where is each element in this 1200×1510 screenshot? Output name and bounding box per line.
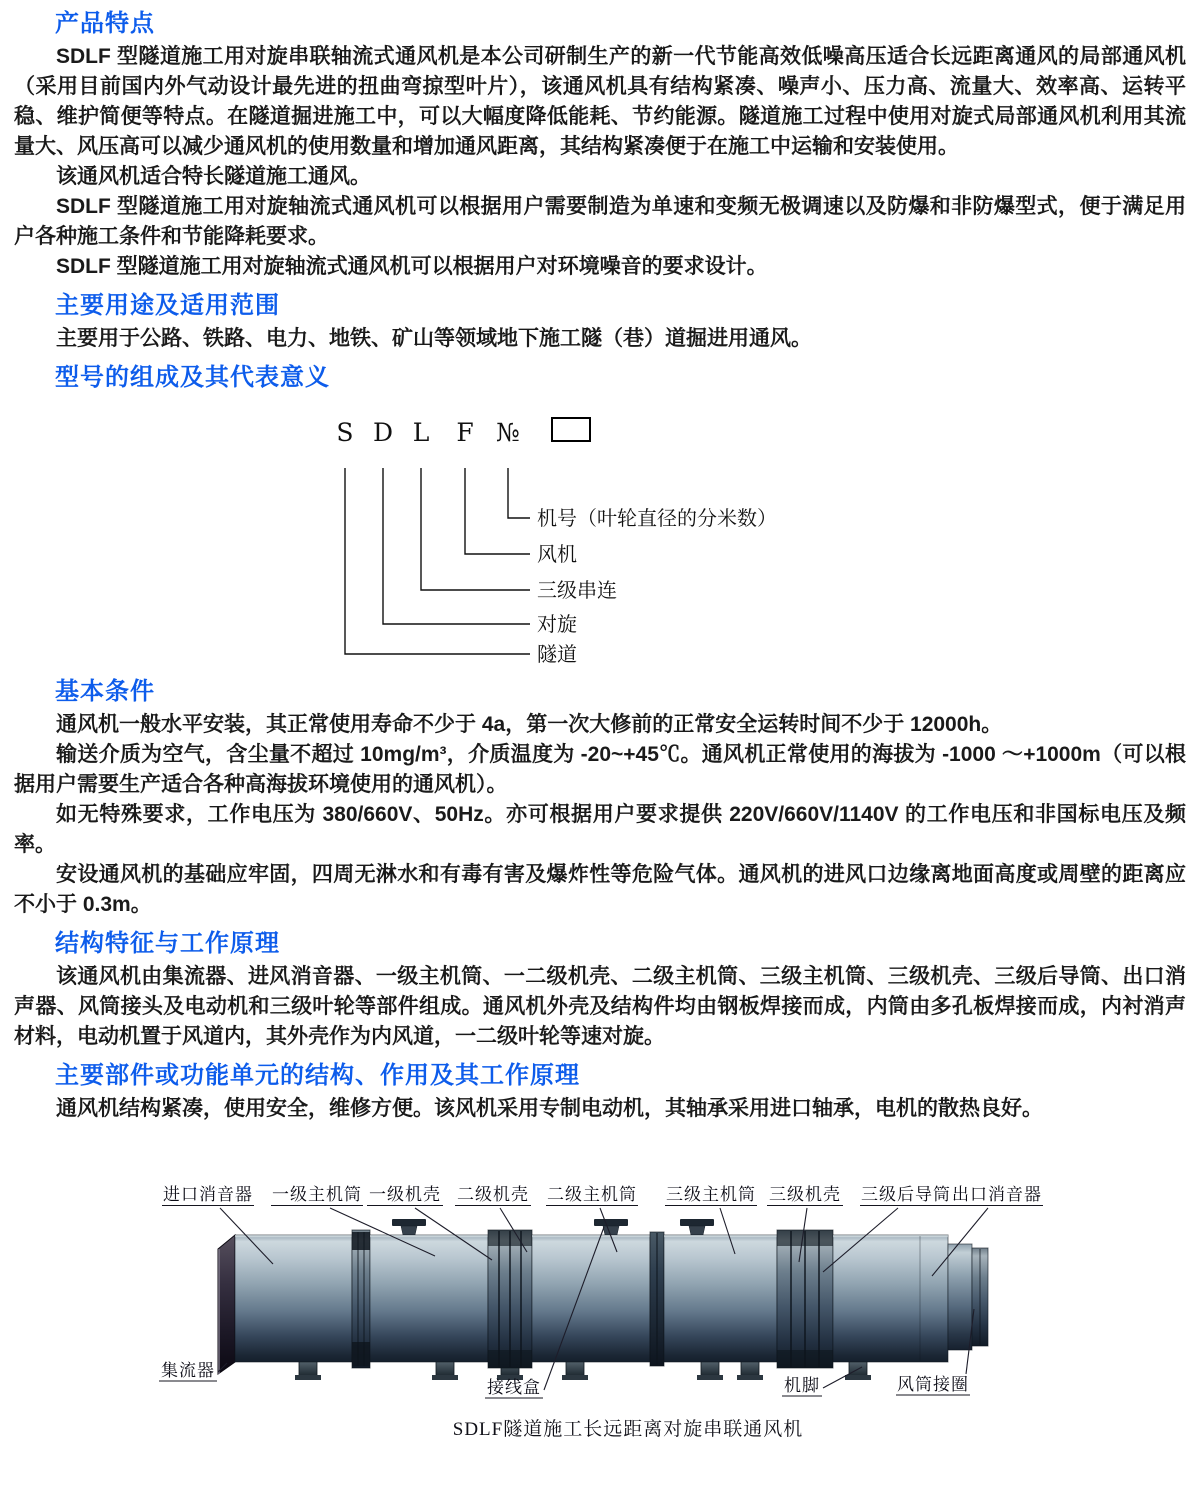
model-label-three-stage-series: 三级串连 — [537, 580, 617, 602]
junction-box — [392, 1219, 426, 1235]
label-stage2-main-barrel: 二级主机筒 — [547, 1185, 637, 1204]
paragraph-features-3: SDLF 型隧道施工用对旋轴流式通风机可以根据用户需要制造为单速和变频无极调速以及防爆和非防爆型式，便于满足用户各种施工条件和节能降耗要求。 — [14, 195, 1186, 248]
paragraph-features-1: SDLF 型隧道施工用对旋串联轴流式通风机是本公司研制生产的新一代节能高效低噪高压适合长远距离通风的局部通风机（采用目前国内外气动设计最先进的扭曲弯掠型叶片），该通风机具有结构紧凑、噪声小、压力高、流量大、效率高、运转平稳、维护简便等特点。在隧道掘进施工中，可以大幅度降低能耗、节约能源。隧道施工过程中使用对旋式局部通风机利用其流量大、风压高可以减少通风机的使用数量和增加通风距离，其结构紧凑便于在施工中运输和安装使用。 — [14, 45, 1186, 158]
paragraph-conditions-4: 安设通风机的基础应牢固，四周无淋水和有毒有害及爆炸性等危险气体。通风机的进风口边缘离地面高度或周壁的距离应不小于 0.3m。 — [14, 863, 1186, 916]
model-label-machine-number: 机号（叶轮直径的分米数） — [537, 508, 777, 530]
section-inlet-silencer — [235, 1235, 352, 1362]
heading-components: 主要部件或功能单元的结构、作用及其工作原理 — [55, 1062, 580, 1089]
label-stage1-casing: 一级机壳 — [369, 1185, 441, 1204]
paragraph-usage: 主要用于公路、铁路、电力、地铁、矿山等领域地下施工隧（巷）道掘进用通风。 — [56, 327, 812, 350]
fan-foot — [845, 1360, 871, 1380]
section-stage2-main — [532, 1235, 650, 1362]
duct-connector-ring — [948, 1244, 972, 1350]
fan-assembly-diagram — [80, 1164, 1120, 1464]
heading-features: 产品特点 — [55, 10, 155, 37]
heading-model: 型号的组成及其代表意义 — [55, 364, 330, 391]
model-letter-d: D — [372, 418, 394, 447]
heading-structure: 结构特征与工作原理 — [55, 930, 280, 957]
ring-stack-b — [488, 1230, 532, 1368]
model-letter-l: L — [412, 418, 430, 447]
fan-diagram-caption: SDLF隧道施工长远距离对旋串联通风机 — [452, 1419, 804, 1440]
fan-foot — [737, 1360, 763, 1380]
label-stage3-casing: 三级机壳 — [769, 1185, 841, 1204]
paragraph-features-4: SDLF 型隧道施工用对旋轴流式通风机可以根据用户对环境噪音的要求设计。 — [56, 255, 768, 278]
section-stage1-main — [370, 1235, 488, 1362]
junction-box — [680, 1219, 714, 1235]
paragraph-features-2: 该通风机适合特长隧道施工通风。 — [56, 165, 371, 188]
fan-foot — [697, 1360, 723, 1380]
fan-body — [218, 1230, 988, 1374]
label-inlet-silencer: 进口消音器 — [163, 1185, 253, 1204]
model-letter-f: F — [456, 418, 474, 447]
section-outlet-silencer — [833, 1235, 948, 1362]
model-label-fan: 风机 — [537, 544, 577, 566]
model-label-tunnel: 隧道 — [537, 644, 577, 666]
paragraph-conditions-1: 通风机一般水平安装，其正常使用寿命不少于 4a，第一次大修前的正常安全运转时间不少于 12000h。 — [56, 713, 1003, 736]
model-letter-no: № — [496, 418, 520, 447]
label-machine-foot: 机脚 — [784, 1376, 820, 1395]
paragraph-components: 通风机结构紧凑，使用安全，维修方便。该风机采用专制电动机，其轴承采用进口轴承，电机的散热良好。 — [56, 1097, 1043, 1120]
label-outlet-silencer: 出口消音器 — [952, 1185, 1042, 1204]
model-number-box — [552, 418, 590, 441]
model-connector-lines — [345, 468, 530, 654]
joint-band — [650, 1232, 664, 1366]
label-stage3-main-barrel: 三级主机筒 — [666, 1185, 756, 1204]
model-letters — [336, 418, 519, 447]
model-labels — [537, 507, 777, 666]
fan-foot — [295, 1360, 321, 1380]
label-stage3-rear-guide: 三级后导筒 — [861, 1185, 951, 1204]
label-stage2-casing: 二级机壳 — [457, 1185, 529, 1204]
section-stage3-main — [664, 1235, 777, 1362]
label-collector: 集流器 — [161, 1361, 215, 1380]
paragraph-conditions-2: 输送介质为空气，含尘量不超过 10mg/m³，介质温度为 -20~+45℃。通风机正常使用的海拔为 -1000 ～+1000m（可以根据用户需要生产适合各种高海拔环境使用的通风机）。 — [14, 743, 1186, 796]
junction-box — [594, 1219, 628, 1235]
model-label-contra-rotating: 对旋 — [537, 614, 577, 636]
paragraph-structure: 该通风机由集流器、进风消音器、一级主机筒、一二级机壳、二级主机筒、三级主机筒、三级机壳、三级后导筒、出口消声器、风筒接头及电动机和三级叶轮等部件组成。通风机外壳及结构件均由钢板焊接而成，内筒由多孔板焊接而成，内衬消声材料，电动机置于风道内，其外壳作为内风道，一二级叶轮等速对旋。 — [14, 965, 1186, 1048]
model-composition-diagram — [300, 396, 900, 668]
fan-top-labels — [162, 1185, 1043, 1206]
inlet-collector-bell — [218, 1235, 235, 1374]
model-letter-s: S — [336, 418, 354, 447]
label-stage1-main-barrel: 一级主机筒 — [272, 1185, 362, 1204]
fan-junction-boxes — [392, 1219, 714, 1235]
ring-stack-c — [777, 1230, 833, 1368]
ring-stack-a — [352, 1230, 370, 1368]
label-junction-box: 接线盒 — [487, 1378, 541, 1397]
label-duct-connector: 风筒接圈 — [897, 1375, 969, 1394]
heading-usage: 主要用途及适用范围 — [55, 292, 280, 319]
paragraph-conditions-3: 如无特殊要求，工作电压为 380/660V、50Hz。亦可根据用户要求提供 220V/660V/1140V 的工作电压和非国标电压及频率。 — [14, 803, 1186, 856]
fan-foot — [432, 1360, 458, 1380]
heading-conditions: 基本条件 — [55, 678, 155, 705]
fan-foot — [562, 1360, 588, 1380]
